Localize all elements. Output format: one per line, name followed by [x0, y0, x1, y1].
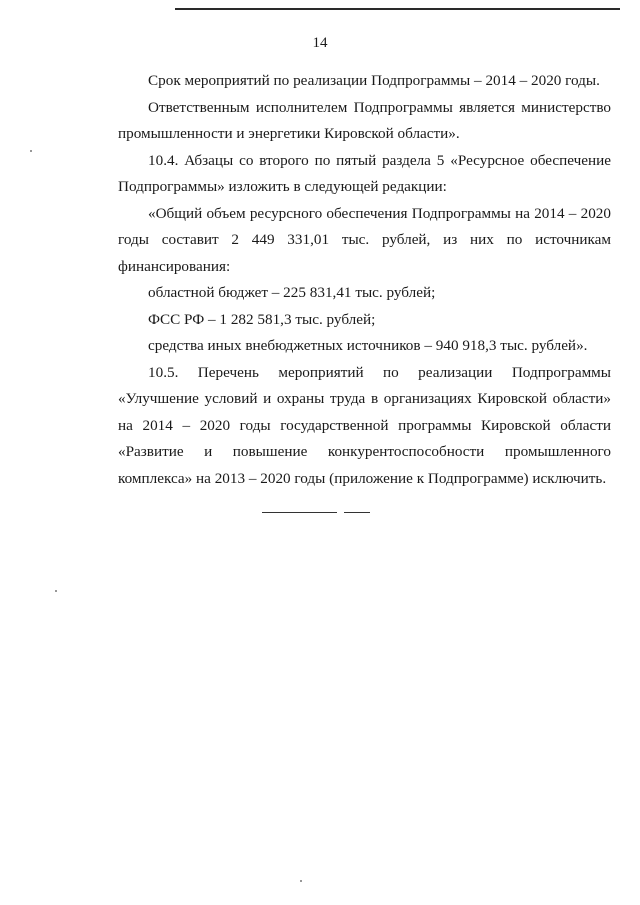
- scan-speck: [300, 880, 302, 882]
- page-number: 14: [312, 35, 328, 51]
- paragraph-extrabudgetary: средства иных внебюджетных источников – 940 918,3 тыс. рублей».: [148, 337, 588, 354]
- paragraph-10-5: 10.5. Перечень мероприятий по реализации Подпрограммы «Улучшение условий и охраны труда в организациях Кировской области» на 2014 – 2020 годы государственной программы Кировской области «Развитие и повышение конкурентоспособности промышленного комплекса» на 2013 – 2020 годы (приложение к Подпрограмме) исключить.: [118, 363, 611, 487]
- scan-speck: [55, 590, 57, 592]
- paragraph-total-funding: «Общий объем ресурсного обеспечения Подпрограммы на 2014 – 2020 годы составит 2 449 331,01 тыс. рублей, из них по источникам финансирования:: [118, 204, 611, 275]
- top-border-line: [175, 8, 620, 10]
- end-separator-line: [262, 512, 337, 513]
- paragraph-responsible-executor: Ответственным исполнителем Подпрограммы является министерство промышленности и энергетики Кировской области».: [118, 98, 611, 142]
- document-body: [118, 68, 611, 492]
- paragraph-regional-budget: областной бюджет – 225 831,41 тыс. рублей;: [148, 284, 436, 301]
- scan-speck: [30, 150, 32, 152]
- paragraph-term: Срок мероприятий по реализации Подпрограммы – 2014 – 2020 годы.: [148, 72, 600, 89]
- end-separator-dash: [344, 512, 370, 513]
- paragraph-fss-rf: ФСС РФ – 1 282 581,3 тыс. рублей;: [148, 310, 376, 328]
- paragraph-10-4: 10.4. Абзацы со второго по пятый раздела 5 «Ресурсное обеспечение Подпрограммы» изложить в следующей редакции:: [118, 151, 611, 195]
